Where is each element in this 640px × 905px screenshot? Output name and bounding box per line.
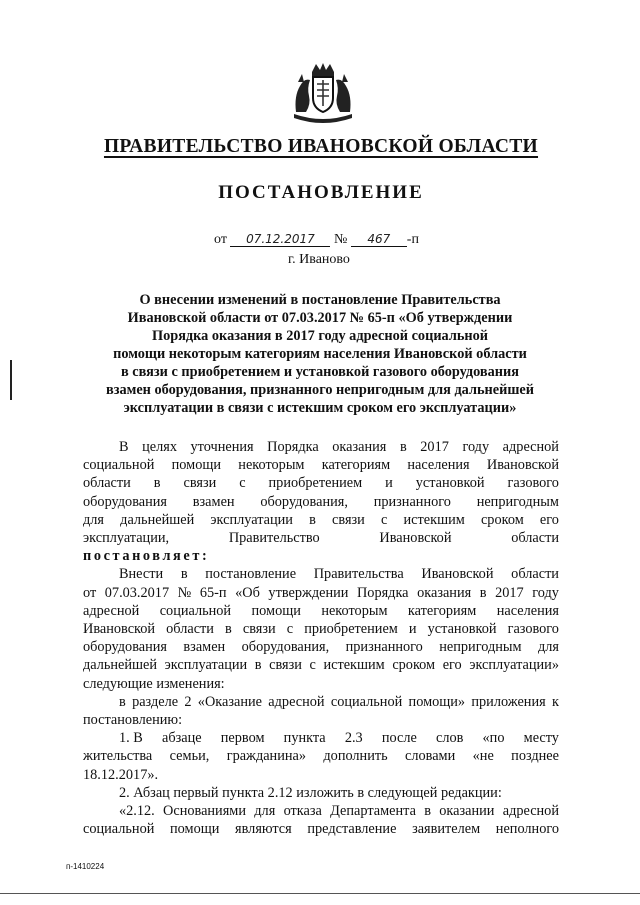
word: признанного: [345, 639, 423, 656]
word: 2017: [495, 584, 524, 601]
word: в: [424, 803, 431, 820]
word: 2017: [420, 439, 449, 455]
word: №: [177, 584, 192, 601]
word: оборудования,: [241, 639, 330, 656]
word: дальнейшей: [83, 657, 158, 674]
coat-of-arms-emblem: [290, 62, 356, 124]
word: непригодным: [476, 493, 559, 510]
word: в: [399, 439, 407, 455]
word: «по: [482, 730, 505, 747]
word: Ивановской: [379, 530, 452, 547]
document-code: п-1410224: [66, 862, 105, 871]
body-line: [83, 693, 559, 711]
word: адресной: [83, 602, 140, 619]
body-line-end: 18.12.2017».: [83, 766, 159, 783]
word: сроком: [392, 657, 436, 674]
word: социальной: [83, 821, 155, 838]
word: уточнения: [190, 439, 254, 455]
word: взамен: [183, 639, 226, 656]
word: утверждении: [268, 584, 349, 601]
body-line: [83, 511, 559, 529]
word: словами: [405, 748, 456, 765]
word: Порядка: [267, 439, 319, 455]
word: оборудования: [83, 639, 167, 656]
word: «не: [472, 748, 494, 765]
number-suffix: -п: [406, 232, 419, 247]
resolves-word: постановляет:: [83, 548, 210, 565]
word: Департамента: [330, 803, 416, 820]
word: разделе: [132, 693, 179, 710]
subject-line: эксплуатации в связи с истекшим сроком его эксплуатации»: [123, 400, 517, 416]
word: с: [239, 475, 246, 492]
number-sign: №: [333, 232, 348, 247]
word: газового: [507, 621, 559, 638]
word: в: [479, 584, 487, 601]
word: заявителем: [412, 821, 481, 838]
word: оборудования: [83, 493, 167, 510]
word: приложения: [471, 693, 546, 710]
body-line: [83, 438, 559, 456]
word: с: [381, 511, 388, 528]
word: слов: [435, 730, 464, 747]
body-line: [83, 602, 559, 620]
word: году: [462, 439, 490, 455]
word: адресной: [502, 439, 559, 455]
word: области: [83, 475, 131, 492]
body-line: [83, 474, 559, 492]
body-line: [83, 820, 559, 838]
word: Ивановской: [486, 457, 559, 474]
word: некоторым: [238, 457, 305, 474]
word: «2.12.: [119, 803, 155, 820]
word: категориям: [407, 602, 477, 619]
word: от: [83, 584, 97, 601]
word: представление: [307, 821, 397, 838]
word: в: [309, 511, 316, 528]
date-number-line: [214, 232, 419, 248]
word: В: [119, 439, 129, 455]
word: Порядка: [356, 584, 409, 601]
word: «Оказание: [197, 693, 262, 710]
word: его: [539, 511, 559, 528]
word: связи: [332, 511, 365, 528]
word: связи: [183, 475, 217, 492]
word: эксплуатации: [164, 657, 248, 674]
word: с: [286, 621, 294, 638]
word: установкой: [427, 621, 497, 638]
word: позднее: [511, 748, 559, 765]
word: помощи: [251, 602, 301, 619]
word: взамен: [192, 493, 235, 510]
word: с: [309, 657, 316, 674]
word: гражданина»: [226, 748, 307, 765]
resolves-line: [83, 547, 559, 565]
word: истекшим: [403, 511, 465, 528]
subject-line: помощи некоторым категориям населения Ивановской области: [113, 346, 527, 362]
word: 2: [184, 693, 192, 710]
word: адресной: [502, 803, 559, 820]
word: эксплуатации: [210, 511, 293, 528]
word: области: [511, 566, 559, 583]
subject-line: взамен оборудования, признанного непригодным для дальнейшей: [105, 382, 535, 398]
handwritten-date: 07.12.2017: [230, 232, 330, 247]
date-prefix: от: [214, 232, 227, 247]
word: эксплуатации»: [469, 657, 559, 674]
body-line: 2. Абзац первый пункта 2.12 изложить в следующей редакции:: [119, 784, 502, 801]
word: в: [254, 657, 262, 674]
word: в: [153, 475, 161, 492]
word: 07.03.2017: [104, 584, 170, 601]
body-line: [83, 802, 559, 820]
word: оборудования,: [260, 493, 348, 510]
word: первом: [220, 730, 265, 747]
word: населения: [496, 602, 559, 619]
word: дополнить: [323, 748, 388, 765]
word: Правительства: [313, 566, 404, 583]
word: Внести: [119, 566, 164, 583]
body-line-end: следующие изменения:: [83, 675, 225, 692]
word: Основаниями: [163, 803, 246, 820]
body-line: [83, 565, 559, 583]
word: после: [381, 730, 417, 747]
body-line: [83, 493, 559, 511]
word: социальной: [330, 693, 403, 710]
word: помощи»: [408, 693, 466, 710]
word: категориям: [321, 457, 391, 474]
word: для: [537, 639, 559, 656]
body-line: [83, 584, 559, 602]
word: Ивановской: [83, 621, 156, 638]
subject-line: в связи с приобретением и установкой газового оборудования: [121, 364, 519, 380]
word: абзаце: [162, 730, 202, 747]
word: в: [119, 693, 126, 710]
body-line: [83, 656, 559, 674]
word: неполного: [495, 821, 559, 838]
word: социальной: [159, 602, 232, 619]
word: пункта: [283, 730, 326, 747]
government-title: ПРАВИТЕЛЬСТВО ИВАНОВСКОЙ ОБЛАСТИ: [103, 136, 539, 157]
word: приобретением: [268, 475, 363, 492]
subject-line: Ивановской области от 07.03.2017 № 65-п «Об утверждении: [127, 310, 513, 326]
word: истекшим: [323, 657, 385, 674]
word: Ивановской: [421, 566, 494, 583]
word: в: [180, 566, 188, 583]
word: в: [225, 621, 232, 638]
word: и: [385, 475, 393, 492]
word: и: [408, 621, 417, 638]
body-line: [83, 456, 559, 474]
word: социальной: [83, 457, 155, 474]
subject-heading: [70, 291, 570, 417]
city-line: г. Иваново: [288, 252, 350, 267]
word: газового: [507, 475, 559, 492]
scan-margin-mark: [10, 360, 12, 400]
subject-line: Порядка оказания в 2017 году адресной социальной: [151, 328, 489, 344]
word: эксплуатации,: [83, 530, 170, 547]
word: семьи,: [169, 748, 210, 765]
word: помощи: [171, 457, 222, 474]
body-line: [83, 620, 559, 638]
word: для: [83, 511, 104, 528]
word: адресной: [268, 693, 325, 710]
document-type-title: ПОСТАНОВЛЕНИЕ: [218, 182, 424, 203]
word: непригодным: [439, 639, 522, 656]
body-line: [83, 529, 559, 547]
word: его: [442, 657, 462, 674]
word: области: [511, 530, 559, 547]
word: являются: [235, 821, 292, 838]
word: Правительство: [228, 530, 320, 547]
word: связи: [269, 657, 302, 674]
word: для: [254, 803, 276, 820]
word: оказания: [417, 584, 472, 601]
word: связи: [242, 621, 276, 638]
word: 65-п: [199, 584, 227, 601]
word: некоторым: [321, 602, 388, 619]
word: сроком: [480, 511, 524, 528]
word: области: [166, 621, 214, 638]
word: «Об: [235, 584, 260, 601]
word: приобретением: [304, 621, 398, 638]
word: населения: [407, 457, 470, 474]
word: жительства: [83, 748, 153, 765]
word: целях: [142, 439, 177, 455]
word: отказа: [283, 803, 322, 820]
body-line-end: постановлению:: [83, 712, 183, 729]
word: 1. В: [119, 730, 143, 747]
word: оказания: [332, 439, 387, 455]
handwritten-number: 467: [351, 232, 407, 247]
word: году: [532, 584, 559, 601]
body-line: [83, 747, 559, 765]
word: установкой: [415, 475, 485, 492]
word: помощи: [170, 821, 220, 838]
body-line: [83, 638, 559, 656]
body-line: [83, 729, 559, 747]
word: 2.3: [344, 730, 363, 747]
word: оказании: [439, 803, 495, 820]
word: месту: [523, 730, 559, 747]
word: постановление: [205, 566, 297, 583]
page-bottom-rule: [0, 893, 640, 894]
document-body: [83, 438, 559, 838]
subject-line: О внесении изменений в постановление Правительства: [139, 292, 501, 308]
word: признанного: [373, 493, 451, 510]
word: дальнейшей: [120, 511, 195, 528]
word: к: [551, 693, 559, 710]
